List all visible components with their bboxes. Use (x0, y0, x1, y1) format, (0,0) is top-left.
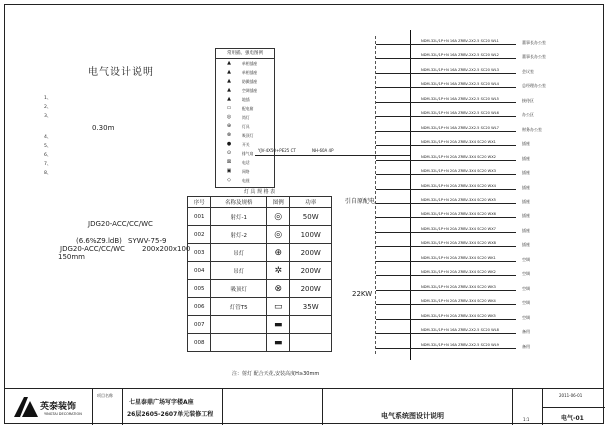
company-en: YINGTAI DECORATION (44, 412, 82, 416)
spec-line: 4、 (44, 135, 52, 140)
fixture-cell: 007 (188, 316, 211, 334)
legend-name: 筒灯 (242, 115, 250, 120)
legend-name: 开关 (242, 142, 250, 147)
circuit-spec: NDM-32L/1P+N 20A ZRBV-3X4 SC20 WX4 (421, 183, 496, 188)
legend-row (216, 59, 274, 68)
circuit-line (376, 145, 516, 146)
circuit-room: 空调 (522, 256, 530, 262)
company-cell (4, 389, 92, 425)
circuit-line (376, 73, 516, 74)
drawing-name: 电气系统图设计说明 (381, 412, 444, 420)
fixture-cell: 005 (188, 280, 211, 298)
legend-row (216, 68, 274, 77)
fixture-cell: ▭ (267, 298, 290, 316)
fixture-row (188, 262, 332, 280)
circuit-spec: NDM-32L/1P+N 20A ZRBV-3X4 SC20 WX8 (421, 241, 496, 246)
incoming-label: 引自原配电 (345, 198, 376, 205)
legend-name: 网络 (242, 169, 250, 174)
spec-line: 3、 (44, 114, 52, 119)
legend-title: 常用插、强电图例 (216, 49, 274, 59)
spec-mount-height: 0.30m (92, 124, 115, 132)
fixture-row (188, 280, 332, 298)
circuit-row (376, 96, 546, 108)
legend-row (216, 167, 274, 176)
fixture-row (188, 226, 332, 244)
legend-row (216, 158, 274, 167)
circuit-spec: NDM-32L/1P+N 20A ZRBV-3X4 SC20 WK5 (421, 313, 496, 318)
circuit-room: 空调 (522, 314, 530, 320)
circuit-line (376, 87, 516, 88)
circuit-line (376, 174, 516, 175)
circuit-line (376, 232, 516, 233)
circuit-line (376, 290, 516, 291)
spec-line: 8、 (44, 171, 52, 176)
legend-symbol-icon: ▲ (227, 78, 231, 84)
circuit-spec: NDM-32L/1P+N 20A ZRBV-3X4 SC20 WX7 (421, 226, 496, 231)
project-name-2: 26层2605-2607单元装修工程 (127, 411, 214, 418)
fixture-row (188, 316, 332, 334)
fixture-cell: 200W (290, 262, 332, 280)
spec-box: 200x200x100 (142, 245, 191, 253)
circuit-line (376, 246, 516, 247)
fixture-row (188, 334, 332, 352)
fixture-cell: 射灯-2 (211, 226, 267, 244)
fixture-cell: 吊灯 (211, 262, 267, 280)
circuit-line (376, 333, 516, 334)
fixture-cell: 50W (290, 208, 332, 226)
fixture-cell: ◎ (267, 208, 290, 226)
legend-name: 灯具 (242, 124, 250, 129)
circuit-line (376, 348, 516, 349)
total-power: 22KW (352, 290, 373, 298)
circuit-room: 插座 (522, 213, 530, 219)
fixture-cell: 006 (188, 298, 211, 316)
fixture-cell: 100W (290, 226, 332, 244)
fixture-cell: ⊕ (267, 244, 290, 262)
legend-name: 单相插座 (242, 70, 258, 75)
circuit-row (376, 168, 546, 180)
legend-symbol-icon: ⊗ (226, 132, 232, 138)
incoming-meter: NH-60A 4P (312, 148, 334, 153)
drawing-name-cell (322, 389, 512, 425)
fixture-cell: ✲ (267, 262, 290, 280)
fixture-cell: 003 (188, 244, 211, 262)
legend-name: 排气扇 (242, 151, 254, 156)
circuit-room: 插座 (522, 227, 530, 233)
legend-symbol-icon: ⊙ (226, 150, 232, 156)
circuit-room: 董事长办公室 (522, 54, 546, 60)
circuit-row (376, 52, 546, 64)
circuit-row (376, 313, 546, 325)
fixture-cell (290, 316, 332, 334)
circuit-room: 备用 (522, 329, 530, 335)
circuit-line (376, 319, 516, 320)
circuit-room: 插座 (522, 242, 530, 248)
circuit-room: 备用 (522, 343, 530, 349)
company-logo-icon (14, 397, 38, 417)
fixture-cell: 200W (290, 280, 332, 298)
legend-row (216, 104, 274, 113)
circuit-line (376, 304, 516, 305)
scale-cell (512, 389, 542, 425)
legend-row (216, 122, 274, 131)
spec-line: 6、 (44, 153, 52, 158)
circuit-room: 总经理办公室 (522, 83, 546, 89)
fixture-cell (211, 334, 267, 352)
circuit-room: 办公区 (522, 112, 534, 118)
circuit-row (376, 81, 546, 93)
circuit-line (376, 131, 516, 132)
spec-line: 7、 (44, 162, 52, 167)
fixture-cell: 35W (290, 298, 332, 316)
fixture-cell (290, 334, 332, 352)
circuit-spec: NDM-32L/1P+N 16A ZRBV-2X2.5 SC20 WL6 (421, 111, 499, 116)
fixture-cell: 002 (188, 226, 211, 244)
design-title: 电气设计说明 (88, 67, 154, 78)
circuit-spec: NDM-32L/1P+N 16A ZRBV-2X2.5 SC20 WL2 (421, 53, 499, 58)
fixture-cell (211, 316, 267, 334)
spec-line: 1、 (44, 96, 52, 101)
legend-row (216, 95, 274, 104)
legend-name: 电话 (242, 160, 250, 165)
spec-block (0, 0, 200, 300)
fixture-cell: 吊灯 (211, 244, 267, 262)
fixture-header-row (188, 197, 332, 208)
circuit-spec: NDM-32L/1P+N 20A ZRBV-3X4 SC20 WK4 (421, 299, 496, 304)
legend-symbol-icon: ▲ (227, 60, 231, 66)
circuit-spec: NDM-32L/1P+N 20A ZRBV-3X4 SC20 WK1 (421, 255, 496, 260)
circuit-line (376, 217, 516, 218)
fixture-note: 注：射灯 配合天花,安装高度H≥30mm (232, 371, 320, 377)
spec-wire-3: JDG20-ACC/CC/WC (60, 245, 125, 253)
legend-name: 配电箱 (242, 106, 254, 111)
circuit-row (376, 38, 546, 50)
circuit-row (376, 226, 546, 238)
date-cell (542, 389, 604, 425)
project-label-cell (92, 389, 122, 425)
circuit-spec: NDM-32L/1P+N 16A ZRBV-2X2.5 SC20 WL1 (421, 39, 499, 43)
circuit-spec: NDM-32L/1P+N 20A ZRBV-3X4 SC20 WX2 (421, 154, 496, 159)
fixture-cell: ◎ (267, 226, 290, 244)
circuit-row (376, 327, 546, 339)
legend-symbol-icon: ◎ (226, 114, 232, 120)
fixture-cell: 灯管T5 (211, 298, 267, 316)
circuit-spec: NDM-32L/1P+N 16A ZRBV-2X2.5 SC20 WL5 (421, 96, 499, 101)
date: 2011-06-01 (559, 393, 583, 398)
spec-line: 2、 (44, 105, 52, 110)
circuit-row (376, 269, 546, 281)
circuit-line (376, 261, 516, 262)
circuit-row (376, 139, 546, 151)
circuit-spec: NDM-32L/1P+N 16A ZRBV-2X2.5 SC20 WL8 (421, 328, 499, 333)
scale: 1:1 (523, 417, 530, 422)
legend-row (216, 131, 274, 140)
circuit-spec: NDM-32L/1P+N 16A ZRBV-2X2.5 SC20 WL4 (421, 82, 499, 87)
legend-name: 空调插座 (242, 88, 258, 93)
legend-row (216, 77, 274, 86)
circuit-row (376, 240, 546, 252)
legend-symbol-icon: ● (226, 141, 232, 147)
fixture-cell: 004 (188, 262, 211, 280)
circuit-room: 插座 (522, 141, 530, 147)
fixture-row (188, 298, 332, 316)
circuit-room: 接待区 (522, 97, 534, 103)
circuit-row (376, 197, 546, 209)
legend-name: 单相插座 (242, 61, 258, 66)
fixture-header-cell: 序号 (188, 197, 211, 208)
legend-name: 地插 (242, 97, 250, 102)
legend-name: 吸顶灯 (242, 133, 254, 138)
circuit-row (376, 125, 546, 137)
legend-symbol-icon: ⊠ (226, 159, 232, 165)
circuit-spec: NDM-32L/1P+N 16A ZRBV-2X2.5 SC20 WL7 (421, 125, 499, 130)
circuit-line (376, 44, 516, 45)
circuit-row (376, 298, 546, 310)
circuit-row (376, 154, 546, 166)
circuit-spec: NDM-32L/1P+N 16A ZRBV-2X2.5 SC20 WL9 (421, 342, 499, 347)
circuit-row (376, 342, 546, 354)
legend-symbol-icon: ▲ (227, 87, 231, 93)
circuit-line (376, 275, 516, 276)
circuit-spec: NDM-32L/1P+N 20A ZRBV-3X4 SC20 WX1 (421, 140, 496, 145)
legend-row (216, 86, 274, 95)
title-block (4, 388, 604, 425)
fixture-cell: 001 (188, 208, 211, 226)
circuit-spec: NDM-32L/1P+N 20A ZRBV-3X4 SC20 WX6 (421, 212, 496, 217)
notes-cell (222, 389, 322, 425)
circuit-spec: NDM-32L/1P+N 20A ZRBV-3X4 SC20 WX5 (421, 198, 496, 202)
circuit-room: 董事长办公室 (522, 40, 546, 45)
circuit-row (376, 255, 546, 267)
spec-depth: 150mm (58, 253, 85, 261)
legend-symbol-icon: ▲ (227, 69, 231, 75)
project-name-1: 七星泰鼎广场写字楼A座 (129, 399, 194, 406)
circuit-row (376, 211, 546, 223)
circuit-line (376, 189, 516, 190)
fixture-table-title: 灯 具 规 格 表 (243, 189, 276, 195)
spec-cable: SYWV-75-9 (128, 237, 167, 245)
legend-symbol-icon: ⊕ (226, 123, 232, 129)
fixture-table (187, 196, 332, 352)
circuit-room: 空调 (522, 300, 530, 306)
spec-wire-2: (6.6%Z9.ldB) (76, 237, 122, 245)
circuit-room: 空调 (522, 285, 530, 291)
fixture-row (188, 208, 332, 226)
circuit-list (376, 30, 546, 360)
spec-wire-1: JDG20-ACC/CC/WC (88, 220, 153, 228)
circuit-line (376, 102, 516, 103)
project-label: 项目名称 (97, 393, 113, 398)
project-name-cell (122, 389, 222, 425)
circuit-spec: NDM-32L/1P+N 20A ZRBV-3X4 SC20 WK3 (421, 284, 496, 289)
incoming-cable: YJV-4X50+PE25 CT (258, 148, 296, 153)
fixture-cell: ▬ (267, 334, 290, 352)
fixture-header-cell: 功率 (290, 197, 332, 208)
legend-symbol-icon: ◇ (227, 177, 231, 183)
company-name: 英泰装饰 (40, 402, 77, 412)
circuit-line (376, 116, 516, 117)
circuit-room: 插座 (522, 170, 530, 176)
circuit-room: 插座 (522, 199, 530, 204)
legend-table (215, 48, 275, 188)
circuit-spec: NDM-32L/1P+N 20A ZRBV-3X4 SC20 WX3 (421, 169, 496, 174)
legend-symbol-icon: ▭ (226, 105, 232, 111)
circuit-spec: NDM-32L/1P+N 16A ZRBV-2X2.5 SC20 WL3 (421, 67, 499, 72)
circuit-row (376, 183, 546, 195)
legend-symbol-icon: ▣ (226, 168, 232, 174)
legend-row (216, 176, 274, 185)
circuit-line (376, 160, 516, 161)
spec-line: 5、 (44, 144, 52, 149)
circuit-room: 会议室 (522, 68, 534, 74)
circuit-row (376, 110, 546, 122)
fixture-cell: 吸顶灯 (211, 280, 267, 298)
fixture-row (188, 244, 332, 262)
circuit-row (376, 67, 546, 79)
fixture-cell: 射灯-1 (211, 208, 267, 226)
circuit-room: 空调 (522, 271, 530, 277)
circuit-spec: NDM-32L/1P+N 20A ZRBV-3X4 SC20 WK2 (421, 270, 496, 275)
drawing-no: 电气-01 (561, 415, 584, 422)
circuit-row (376, 284, 546, 296)
legend-symbol-icon: ▲ (227, 96, 231, 102)
fixture-cell: ▬ (267, 316, 290, 334)
circuit-room: 财务办公室 (522, 126, 542, 132)
fixture-cell: ⊗ (267, 280, 290, 298)
legend-name: 防溅插座 (242, 79, 258, 84)
legend-row (216, 113, 274, 122)
fixture-header-cell: 名称及规格 (211, 197, 267, 208)
fixture-cell: 200W (290, 244, 332, 262)
fixture-header-cell: 图例 (267, 197, 290, 208)
circuit-room: 插座 (522, 184, 530, 190)
circuit-room: 插座 (522, 155, 530, 161)
legend-name: 电视 (242, 178, 250, 183)
circuit-line (376, 58, 516, 59)
fixture-cell: 008 (188, 334, 211, 352)
circuit-line (376, 203, 516, 204)
